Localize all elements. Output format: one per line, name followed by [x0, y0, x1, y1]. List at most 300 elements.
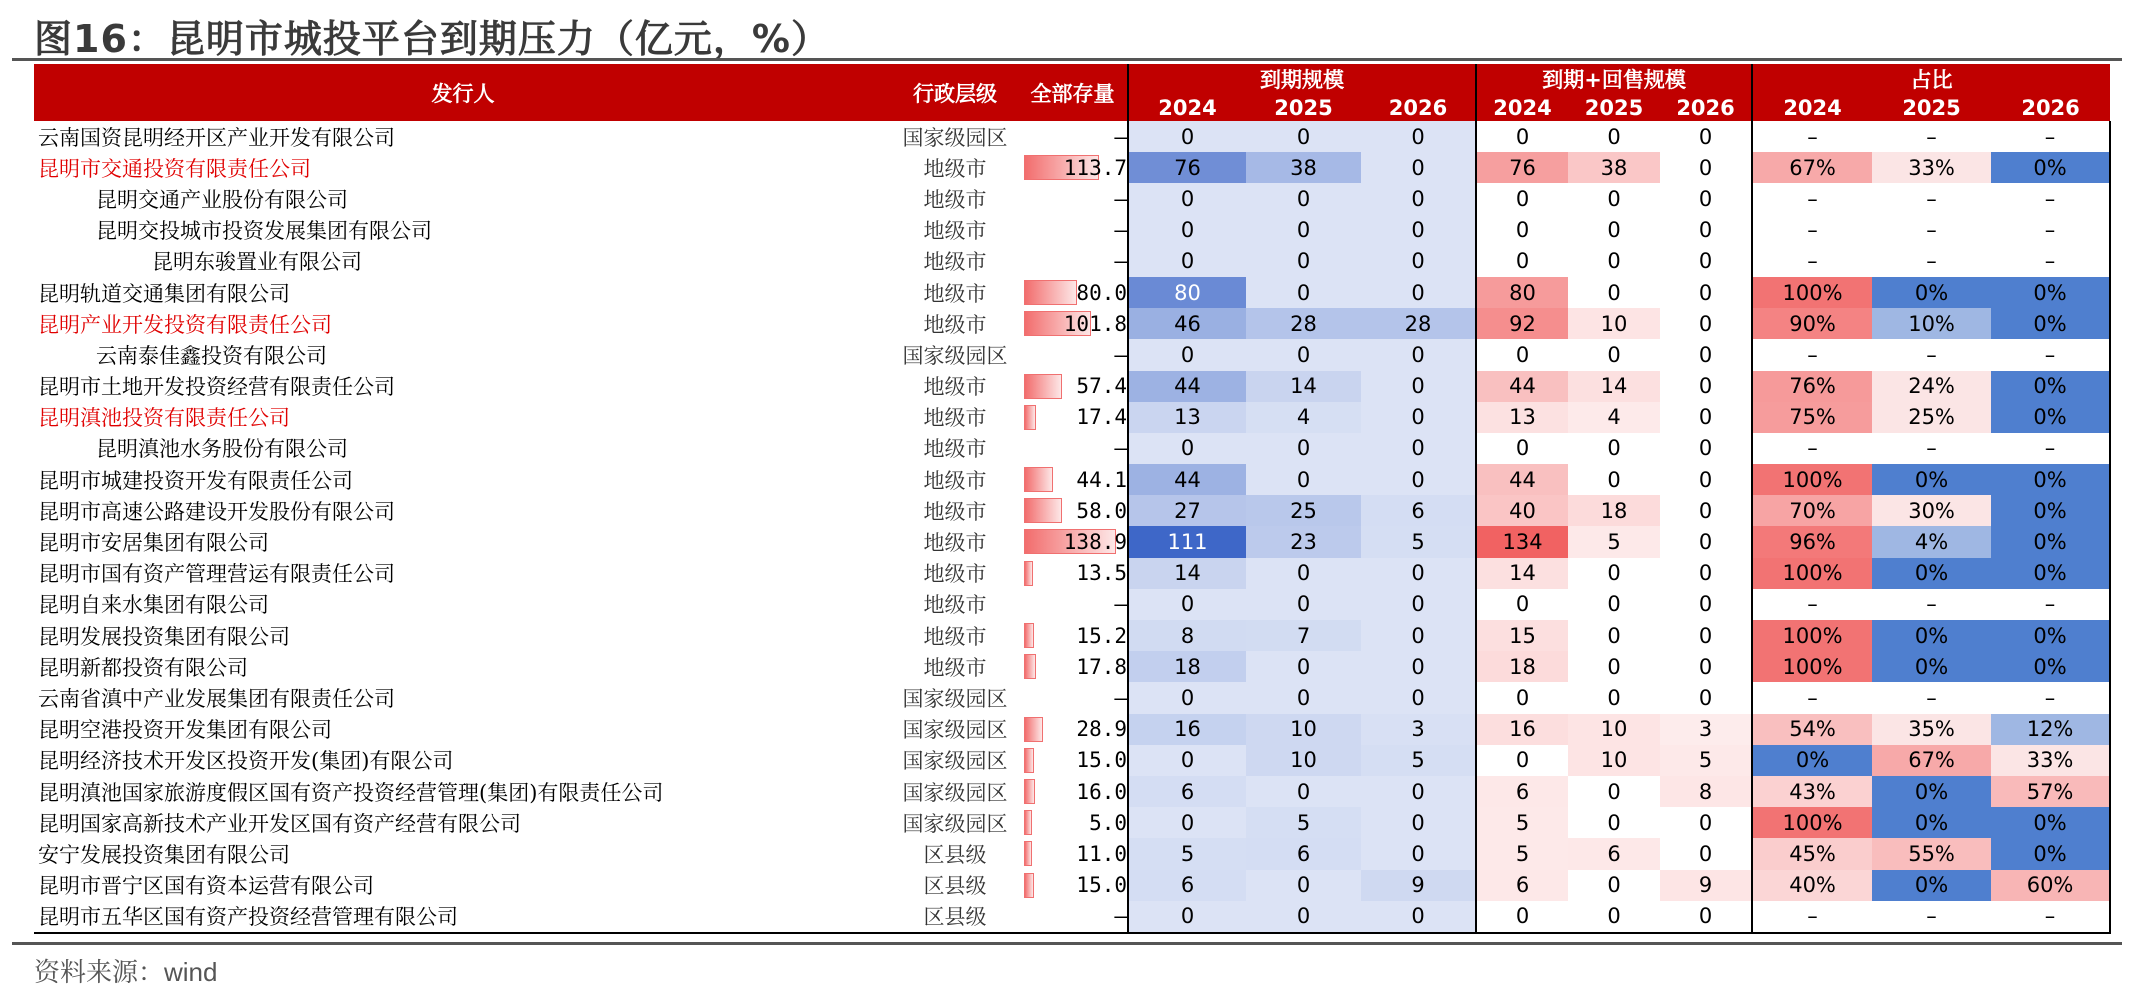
share-2025: 0%: [1872, 464, 1991, 495]
stock-value: 17.4: [1076, 405, 1127, 430]
maturity-putback-2025: 0: [1607, 685, 1621, 710]
maturity-2024: 0: [1128, 183, 1246, 214]
share-2026: 0%: [1991, 464, 2110, 495]
maturity-putback-2025: 0: [1607, 561, 1621, 586]
maturity-2025: 0: [1246, 183, 1361, 214]
share-2025: 33%: [1872, 152, 1991, 183]
stock-cell: [1018, 308, 1128, 339]
stock-value: 57.4: [1076, 374, 1127, 399]
maturity-putback-2026: 0: [1698, 623, 1713, 648]
share-2026: 0%: [1991, 620, 2110, 651]
table-row: [34, 215, 2110, 246]
maturity-2026: 0: [1361, 838, 1476, 869]
stock-value: 15.2: [1076, 623, 1127, 648]
stock-cell: [1018, 901, 1128, 933]
maturity-putback-2024: 40: [1476, 495, 1568, 526]
stock-value: –: [1114, 249, 1127, 274]
maturity-putback-2024: 0: [1476, 215, 1568, 246]
source-note: 资料来源：wind: [34, 957, 218, 987]
maturity-2025: 0: [1246, 246, 1361, 277]
maturity-2026: 0: [1361, 558, 1476, 589]
header-issuer: 发行人: [34, 64, 892, 121]
share-2025: –: [1926, 342, 1937, 367]
figure-title: 图16：昆明市城投平台到期压力（亿元，%）: [34, 17, 830, 61]
maturity-2025: 0: [1246, 121, 1361, 152]
share-2025: –: [1926, 685, 1937, 710]
maturity-putback-2025: 0: [1607, 623, 1621, 648]
share-2025: –: [1926, 186, 1937, 211]
table-row: [34, 558, 2110, 589]
maturity-2026: 0: [1361, 682, 1476, 713]
admin-level: 地级市: [923, 624, 987, 649]
maturity-2025: 14: [1246, 371, 1361, 402]
maturity-putback-2025: 0: [1607, 873, 1621, 898]
share-2024: 100%: [1752, 807, 1872, 838]
maturity-putback-2026: 0: [1698, 405, 1713, 430]
stock-cell: [1018, 495, 1128, 526]
maturity-putback-2024: 0: [1476, 183, 1568, 214]
stock-cell: [1018, 558, 1128, 589]
admin-level: 国家级园区: [902, 686, 1008, 711]
maturity-putback-2024: 134: [1476, 526, 1568, 557]
maturity-2026: 0: [1361, 339, 1476, 370]
header-year: 2026: [1660, 94, 1752, 121]
share-2025: 67%: [1872, 745, 1991, 776]
share-2025: –: [1926, 592, 1937, 617]
maturity-2026: 0: [1361, 246, 1476, 277]
header-year: 2025: [1872, 94, 1991, 121]
maturity-putback-2026: 9: [1660, 870, 1752, 901]
admin-level: 国家级园区: [902, 718, 1008, 743]
stock-databar: [1024, 374, 1062, 399]
header-year: 2026: [1361, 94, 1476, 121]
stock-value: 11.0: [1076, 841, 1127, 866]
maturity-2024: 16: [1128, 714, 1246, 745]
maturity-2026: 0: [1361, 183, 1476, 214]
maturity-putback-2025: 5: [1568, 526, 1660, 557]
stock-databar: [1024, 498, 1062, 523]
maturity-putback-2025: 0: [1607, 436, 1621, 461]
stock-value: 17.8: [1076, 654, 1127, 679]
share-2024: 43%: [1752, 776, 1872, 807]
issuer-name: 昆明滇池国家旅游度假区国有资产投资经营管理(集团)有限责任公司: [38, 780, 664, 805]
stock-value: 15.0: [1076, 873, 1127, 898]
maturity-2024: 44: [1128, 371, 1246, 402]
maturity-putback-2025: 0: [1607, 810, 1621, 835]
maturity-pressure-table: [34, 64, 2111, 934]
maturity-2026: 0: [1361, 589, 1476, 620]
maturity-2024: 6: [1128, 870, 1246, 901]
stock-databar: [1024, 280, 1077, 305]
maturity-2024: 0: [1128, 339, 1246, 370]
stock-cell: [1018, 651, 1128, 682]
table-row: [34, 464, 2110, 495]
maturity-2025: 38: [1246, 152, 1361, 183]
share-2026: –: [1991, 339, 2110, 370]
table-row: [34, 589, 2110, 620]
maturity-putback-2026: 0: [1698, 841, 1713, 866]
share-2024: –: [1752, 121, 1872, 152]
admin-level: 国家级园区: [902, 343, 1008, 368]
maturity-putback-2024: 44: [1476, 371, 1568, 402]
stock-value: 28.9: [1076, 717, 1127, 742]
maturity-putback-2024: 6: [1476, 776, 1568, 807]
maturity-2025: 25: [1246, 495, 1361, 526]
maturity-2025: 0: [1246, 651, 1361, 682]
maturity-putback-2026: 3: [1660, 714, 1752, 745]
maturity-putback-2026: 0: [1698, 124, 1713, 149]
maturity-2025: 0: [1246, 558, 1361, 589]
share-2026: 60%: [1991, 870, 2110, 901]
share-2026: 0%: [1991, 152, 2110, 183]
maturity-2025: 5: [1246, 807, 1361, 838]
header-share-group: 占比: [1752, 64, 2110, 94]
table-row: [34, 495, 2110, 526]
stock-value: 16.0: [1076, 779, 1127, 804]
share-2024: 75%: [1752, 402, 1872, 433]
issuer-name: 昆明滇池投资有限责任公司: [38, 406, 290, 431]
admin-level: 地级市: [923, 531, 987, 556]
maturity-2026: 0: [1361, 651, 1476, 682]
maturity-putback-2024: 76: [1476, 152, 1568, 183]
maturity-putback-2026: 0: [1698, 311, 1713, 336]
maturity-2026: 0: [1361, 215, 1476, 246]
maturity-putback-2025: 38: [1568, 152, 1660, 183]
share-2026: –: [1991, 121, 2110, 152]
header-maturity-group: 到期规模: [1128, 64, 1476, 94]
stock-cell: [1018, 433, 1128, 464]
stock-cell: [1018, 121, 1128, 152]
share-2025: 0%: [1872, 807, 1991, 838]
stock-databar: [1024, 405, 1036, 430]
table-row: [34, 308, 2110, 339]
maturity-putback-2025: 0: [1607, 592, 1621, 617]
share-2025: 55%: [1872, 838, 1991, 869]
issuer-name: 昆明市安居集团有限公司: [38, 531, 269, 556]
maturity-putback-2024: 16: [1476, 714, 1568, 745]
issuer-name: 云南国资昆明经开区产业开发有限公司: [38, 125, 395, 150]
table-row: [34, 901, 2110, 933]
table-row: [34, 121, 2110, 152]
share-2024: –: [1752, 183, 1872, 214]
maturity-putback-2024: 0: [1476, 682, 1568, 713]
maturity-putback-2024: 0: [1476, 246, 1568, 277]
stock-cell: [1018, 682, 1128, 713]
stock-value: 58.0: [1076, 498, 1127, 523]
maturity-2025: 7: [1246, 620, 1361, 651]
stock-value: 113.7: [1063, 155, 1127, 180]
share-2024: 67%: [1752, 152, 1872, 183]
share-2024: –: [1752, 433, 1872, 464]
stock-value: –: [1114, 685, 1127, 710]
stock-value: 44.1: [1076, 467, 1127, 492]
share-2024: 100%: [1752, 277, 1872, 308]
admin-level: 地级市: [923, 562, 987, 587]
maturity-putback-2025: 0: [1607, 124, 1621, 149]
maturity-putback-2026: 0: [1698, 342, 1713, 367]
stock-databar: [1024, 623, 1034, 648]
admin-level: 地级市: [923, 250, 987, 275]
maturity-2024: 0: [1128, 589, 1246, 620]
maturity-2024: 0: [1128, 745, 1246, 776]
share-2025: 30%: [1872, 495, 1991, 526]
maturity-2024: 13: [1128, 402, 1246, 433]
stock-cell: [1018, 526, 1128, 557]
maturity-2025: 10: [1246, 714, 1361, 745]
maturity-2026: 5: [1361, 745, 1476, 776]
maturity-2025: 0: [1246, 215, 1361, 246]
admin-level: 地级市: [923, 187, 987, 212]
maturity-2024: 0: [1128, 215, 1246, 246]
maturity-2026: 3: [1361, 714, 1476, 745]
share-2026: –: [1991, 246, 2110, 277]
share-2024: –: [1752, 589, 1872, 620]
issuer-name: 昆明交投城市投资发展集团有限公司: [96, 219, 432, 244]
share-2024: 70%: [1752, 495, 1872, 526]
stock-value: 15.0: [1076, 748, 1127, 773]
table-row: [34, 651, 2110, 682]
maturity-2026: 0: [1361, 121, 1476, 152]
issuer-name: 昆明发展投资集团有限公司: [38, 624, 290, 649]
maturity-putback-2025: 0: [1607, 249, 1621, 274]
maturity-2024: 18: [1128, 651, 1246, 682]
maturity-2026: 9: [1361, 870, 1476, 901]
share-2024: –: [1752, 901, 1872, 933]
admin-level: 区县级: [923, 874, 987, 899]
stock-databar: [1024, 561, 1033, 586]
maturity-putback-2026: 0: [1698, 249, 1713, 274]
table-row: [34, 776, 2110, 807]
maturity-putback-2026: 0: [1698, 654, 1713, 679]
stock-cell: [1018, 870, 1128, 901]
share-2024: 100%: [1752, 651, 1872, 682]
admin-level: 地级市: [923, 406, 987, 431]
maturity-2025: 0: [1246, 776, 1361, 807]
stock-cell: [1018, 807, 1128, 838]
maturity-2026: 0: [1361, 901, 1476, 933]
table-row: [34, 277, 2110, 308]
share-2025: –: [1926, 218, 1937, 243]
maturity-putback-2026: 0: [1698, 155, 1713, 180]
share-2026: 0%: [1991, 277, 2110, 308]
maturity-putback-2025: 6: [1568, 838, 1660, 869]
admin-level: 地级市: [923, 375, 987, 400]
maturity-putback-2026: 0: [1698, 810, 1713, 835]
maturity-2026: 0: [1361, 433, 1476, 464]
maturity-putback-2026: 0: [1698, 436, 1713, 461]
stock-value: 101.8: [1063, 311, 1127, 336]
issuer-name: 昆明经济技术开发区投资开发(集团)有限公司: [38, 749, 454, 774]
share-2024: 100%: [1752, 464, 1872, 495]
maturity-putback-2026: 0: [1698, 467, 1713, 492]
issuer-name: 昆明产业开发投资有限责任公司: [38, 312, 332, 337]
share-2025: –: [1872, 901, 1991, 933]
stock-cell: [1018, 745, 1128, 776]
stock-databar: [1024, 810, 1032, 835]
maturity-2024: 0: [1128, 246, 1246, 277]
share-2024: 40%: [1752, 870, 1872, 901]
stock-databar: [1024, 779, 1035, 804]
maturity-putback-2024: 15: [1476, 620, 1568, 651]
maturity-putback-2026: 0: [1698, 498, 1713, 523]
share-2026: 0%: [1991, 558, 2110, 589]
maturity-putback-2026: 5: [1660, 745, 1752, 776]
share-2026: 0%: [1991, 838, 2110, 869]
header-maturity-putback-group: 到期+回售规模: [1476, 64, 1752, 94]
maturity-putback-2026: 0: [1698, 685, 1713, 710]
admin-level: 国家级园区: [902, 749, 1008, 774]
maturity-2026: 0: [1361, 371, 1476, 402]
maturity-putback-2025: 10: [1568, 714, 1660, 745]
maturity-2024: 80: [1128, 277, 1246, 308]
admin-level: 区县级: [892, 901, 1018, 933]
maturity-putback-2025: 0: [1607, 467, 1621, 492]
maturity-putback-2025: 0: [1607, 186, 1621, 211]
maturity-putback-2024: 0: [1476, 433, 1568, 464]
admin-level: 地级市: [923, 468, 987, 493]
maturity-2024: 44: [1128, 464, 1246, 495]
maturity-2025: 0: [1246, 589, 1361, 620]
share-2025: 4%: [1872, 526, 1991, 557]
maturity-putback-2025: 18: [1568, 495, 1660, 526]
maturity-2025: 28: [1246, 308, 1361, 339]
issuer-name: 安宁发展投资集团有限公司: [38, 842, 290, 867]
stock-value: 138.9: [1063, 530, 1127, 555]
share-2026: –: [1991, 183, 2110, 214]
share-2026: –: [1991, 215, 2110, 246]
share-2024: –: [1752, 246, 1872, 277]
share-2025: 24%: [1872, 371, 1991, 402]
maturity-2025: 0: [1246, 339, 1361, 370]
stock-cell: [1018, 152, 1128, 183]
share-2025: 25%: [1872, 402, 1991, 433]
maturity-putback-2024: 14: [1476, 558, 1568, 589]
maturity-putback-2024: 0: [1476, 339, 1568, 370]
table-row: [34, 682, 2110, 713]
maturity-2026: 0: [1361, 776, 1476, 807]
stock-value: –: [1114, 436, 1127, 461]
maturity-2026: 0: [1361, 464, 1476, 495]
maturity-2026: 6: [1361, 495, 1476, 526]
issuer-name: 昆明滇池水务股份有限公司: [96, 437, 348, 462]
maturity-2024: 0: [1128, 121, 1246, 152]
maturity-2024: 8: [1128, 620, 1246, 651]
share-2024: 100%: [1752, 558, 1872, 589]
maturity-putback-2024: 0: [1476, 745, 1568, 776]
header-year: 2025: [1246, 94, 1361, 121]
maturity-2025: 0: [1246, 464, 1361, 495]
stock-value: –: [1114, 218, 1127, 243]
stock-cell: [1018, 183, 1128, 214]
bottom-divider: [12, 942, 2122, 945]
table-row: [34, 838, 2110, 869]
maturity-2026: 0: [1361, 152, 1476, 183]
maturity-putback-2026: 0: [1660, 901, 1752, 933]
maturity-putback-2025: 10: [1568, 308, 1660, 339]
share-2026: 0%: [1991, 807, 2110, 838]
admin-level: 地级市: [923, 156, 987, 181]
maturity-putback-2026: 0: [1698, 218, 1713, 243]
maturity-2025: 0: [1246, 682, 1361, 713]
share-2026: 0%: [1991, 308, 2110, 339]
stock-databar: [1024, 467, 1053, 492]
table-row: [34, 339, 2110, 370]
maturity-putback-2024: 6: [1476, 870, 1568, 901]
admin-level: 地级市: [923, 655, 987, 680]
stock-value: 5.0: [1089, 810, 1127, 835]
stock-cell: [1018, 402, 1128, 433]
admin-level: 地级市: [923, 499, 987, 524]
stock-databar: [1024, 748, 1034, 773]
stock-cell: [1018, 714, 1128, 745]
maturity-2024: 5: [1128, 838, 1246, 869]
issuer-name: 昆明市交通投资有限责任公司: [38, 156, 311, 181]
stock-cell: [1018, 339, 1128, 370]
admin-level: 地级市: [923, 437, 987, 462]
stock-databar: [1024, 654, 1036, 679]
title-divider: [12, 58, 2122, 61]
maturity-putback-2025: 0: [1607, 218, 1621, 243]
stock-databar: [1024, 841, 1032, 866]
stock-value: –: [1114, 186, 1127, 211]
share-2024: 54%: [1752, 714, 1872, 745]
maturity-putback-2024: 5: [1476, 807, 1568, 838]
maturity-putback-2026: 0: [1698, 280, 1713, 305]
share-2025: –: [1926, 249, 1937, 274]
maturity-2025: 0: [1246, 433, 1361, 464]
share-2024: 0%: [1752, 745, 1872, 776]
table-row: [34, 246, 2110, 277]
maturity-putback-2024: 92: [1476, 308, 1568, 339]
table-row: [34, 152, 2110, 183]
maturity-2024: 6: [1128, 776, 1246, 807]
issuer-name: 昆明轨道交通集团有限公司: [38, 281, 290, 306]
maturity-putback-2025: 4: [1568, 402, 1660, 433]
share-2024: 96%: [1752, 526, 1872, 557]
header-level: 行政层级: [892, 64, 1018, 121]
share-2026: 0%: [1991, 402, 2110, 433]
stock-cell: [1018, 620, 1128, 651]
issuer-name: 昆明东骏置业有限公司: [152, 250, 362, 275]
stock-databar: [1024, 873, 1034, 898]
header-year: 2024: [1128, 94, 1246, 121]
admin-level: 地级市: [923, 312, 987, 337]
maturity-putback-2025: 10: [1568, 745, 1660, 776]
maturity-2026: 0: [1361, 807, 1476, 838]
header-year: 2026: [1991, 94, 2110, 121]
table-row: [34, 183, 2110, 214]
maturity-2026: 0: [1361, 402, 1476, 433]
maturity-putback-2026: 0: [1698, 530, 1713, 555]
share-2024: –: [1752, 215, 1872, 246]
maturity-2024: 27: [1128, 495, 1246, 526]
share-2025: 0%: [1872, 651, 1991, 682]
issuer-name: 昆明自来水集团有限公司: [38, 593, 269, 618]
admin-level: 国家级园区: [902, 125, 1008, 150]
share-2025: 0%: [1872, 620, 1991, 651]
share-2024: 76%: [1752, 371, 1872, 402]
table-row: [34, 714, 2110, 745]
stock-cell: [1018, 277, 1128, 308]
maturity-2024: 76: [1128, 152, 1246, 183]
share-2024: 100%: [1752, 620, 1872, 651]
stock-cell: [1018, 776, 1128, 807]
maturity-putback-2024: 80: [1476, 277, 1568, 308]
share-2026: –: [1991, 682, 2110, 713]
admin-level: 地级市: [923, 593, 987, 618]
maturity-2025: 0: [1246, 901, 1361, 933]
share-2025: 0%: [1872, 870, 1991, 901]
